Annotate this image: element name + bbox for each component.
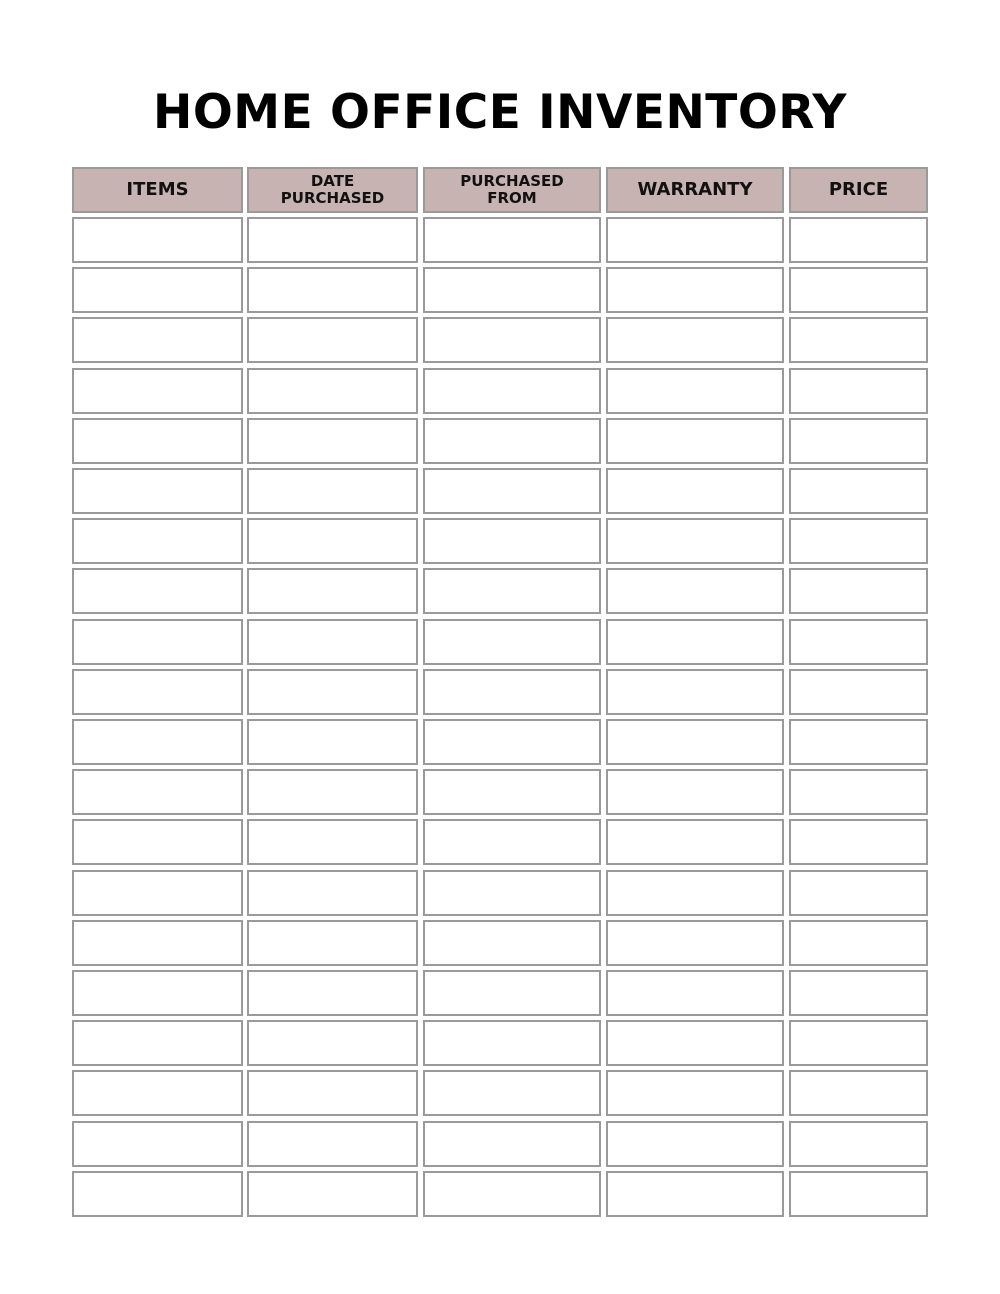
table-cell-date-purchased[interactable]: [247, 368, 418, 414]
page-title: HOME OFFICE INVENTORY: [153, 85, 847, 140]
table-cell-warranty[interactable]: [606, 468, 784, 514]
table-cell-purchased-from[interactable]: [423, 518, 601, 564]
table-cell-date-purchased[interactable]: [247, 1020, 418, 1066]
table-cell-items[interactable]: [72, 769, 243, 815]
table-cell-items[interactable]: [72, 418, 243, 464]
table-cell-items[interactable]: [72, 970, 243, 1016]
table-cell-warranty[interactable]: [606, 1020, 784, 1066]
table-cell-items[interactable]: [72, 920, 243, 966]
table-cell-price[interactable]: [789, 769, 928, 815]
table-cell-purchased-from[interactable]: [423, 1121, 601, 1167]
table-cell-date-purchased[interactable]: [247, 518, 418, 564]
table-cell-purchased-from[interactable]: [423, 819, 601, 865]
table-cell-warranty[interactable]: [606, 669, 784, 715]
table-cell-price[interactable]: [789, 669, 928, 715]
table-cell-date-purchased[interactable]: [247, 1070, 418, 1116]
table-cell-date-purchased[interactable]: [247, 267, 418, 313]
table-cell-warranty[interactable]: [606, 769, 784, 815]
table-cell-warranty[interactable]: [606, 870, 784, 916]
table-cell-price[interactable]: [789, 217, 928, 263]
table-cell-items[interactable]: [72, 468, 243, 514]
table-cell-purchased-from[interactable]: [423, 317, 601, 363]
table-cell-warranty[interactable]: [606, 368, 784, 414]
table-cell-purchased-from[interactable]: [423, 920, 601, 966]
table-cell-price[interactable]: [789, 1171, 928, 1217]
table-cell-date-purchased[interactable]: [247, 970, 418, 1016]
table-cell-price[interactable]: [789, 870, 928, 916]
table-cell-items[interactable]: [72, 870, 243, 916]
table-cell-price[interactable]: [789, 1070, 928, 1116]
table-cell-warranty[interactable]: [606, 317, 784, 363]
table-cell-items[interactable]: [72, 1070, 243, 1116]
table-cell-items[interactable]: [72, 518, 243, 564]
table-cell-warranty[interactable]: [606, 568, 784, 614]
table-cell-price[interactable]: [789, 267, 928, 313]
table-cell-date-purchased[interactable]: [247, 418, 418, 464]
table-cell-date-purchased[interactable]: [247, 719, 418, 765]
table-cell-items[interactable]: [72, 1121, 243, 1167]
table-cell-date-purchased[interactable]: [247, 1171, 418, 1217]
table-cell-price[interactable]: [789, 317, 928, 363]
table-cell-purchased-from[interactable]: [423, 418, 601, 464]
table-cell-warranty[interactable]: [606, 619, 784, 665]
column-header-date-purchased: DATE PURCHASED: [247, 167, 418, 213]
table-cell-purchased-from[interactable]: [423, 619, 601, 665]
table-cell-items[interactable]: [72, 1171, 243, 1217]
table-cell-date-purchased[interactable]: [247, 870, 418, 916]
table-cell-price[interactable]: [789, 719, 928, 765]
table-cell-warranty[interactable]: [606, 1171, 784, 1217]
table-cell-purchased-from[interactable]: [423, 1171, 601, 1217]
table-cell-date-purchased[interactable]: [247, 317, 418, 363]
table-cell-purchased-from[interactable]: [423, 669, 601, 715]
table-cell-purchased-from[interactable]: [423, 368, 601, 414]
table-cell-purchased-from[interactable]: [423, 217, 601, 263]
table-cell-warranty[interactable]: [606, 267, 784, 313]
table-cell-price[interactable]: [789, 819, 928, 865]
table-cell-items[interactable]: [72, 267, 243, 313]
table-cell-items[interactable]: [72, 719, 243, 765]
table-cell-date-purchased[interactable]: [247, 669, 418, 715]
table-cell-price[interactable]: [789, 568, 928, 614]
table-cell-price[interactable]: [789, 418, 928, 464]
table-cell-purchased-from[interactable]: [423, 468, 601, 514]
table-cell-date-purchased[interactable]: [247, 1121, 418, 1167]
table-cell-items[interactable]: [72, 568, 243, 614]
table-cell-date-purchased[interactable]: [247, 217, 418, 263]
table-cell-price[interactable]: [789, 368, 928, 414]
column-header-price: PRICE: [789, 167, 928, 213]
table-cell-purchased-from[interactable]: [423, 769, 601, 815]
table-cell-purchased-from[interactable]: [423, 1070, 601, 1116]
table-cell-items[interactable]: [72, 317, 243, 363]
column-header-purchased-from: PURCHASED FROM: [423, 167, 601, 213]
table-cell-warranty[interactable]: [606, 217, 784, 263]
table-cell-date-purchased[interactable]: [247, 568, 418, 614]
column-header-items: ITEMS: [72, 167, 243, 213]
table-cell-warranty[interactable]: [606, 819, 784, 865]
table-cell-price[interactable]: [789, 970, 928, 1016]
table-cell-warranty[interactable]: [606, 719, 784, 765]
table-cell-date-purchased[interactable]: [247, 468, 418, 514]
table-cell-warranty[interactable]: [606, 518, 784, 564]
table-cell-purchased-from[interactable]: [423, 267, 601, 313]
table-cell-purchased-from[interactable]: [423, 719, 601, 765]
table-cell-warranty[interactable]: [606, 1070, 784, 1116]
table-cell-purchased-from[interactable]: [423, 970, 601, 1016]
table-cell-warranty[interactable]: [606, 1121, 784, 1167]
table-cell-price[interactable]: [789, 1121, 928, 1167]
table-cell-items[interactable]: [72, 619, 243, 665]
table-cell-price[interactable]: [789, 920, 928, 966]
table-cell-warranty[interactable]: [606, 970, 784, 1016]
table-cell-items[interactable]: [72, 217, 243, 263]
table-cell-price[interactable]: [789, 518, 928, 564]
table-cell-purchased-from[interactable]: [423, 568, 601, 614]
table-cell-price[interactable]: [789, 619, 928, 665]
table-cell-items[interactable]: [72, 1020, 243, 1066]
table-cell-price[interactable]: [789, 1020, 928, 1066]
table-cell-date-purchased[interactable]: [247, 619, 418, 665]
table-cell-purchased-from[interactable]: [423, 1020, 601, 1066]
table-cell-purchased-from[interactable]: [423, 870, 601, 916]
table-cell-date-purchased[interactable]: [247, 819, 418, 865]
table-cell-date-purchased[interactable]: [247, 920, 418, 966]
table-cell-items[interactable]: [72, 819, 243, 865]
table-cell-warranty[interactable]: [606, 418, 784, 464]
column-header-warranty: WARRANTY: [606, 167, 784, 213]
table-cell-price[interactable]: [789, 468, 928, 514]
table-cell-items[interactable]: [72, 368, 243, 414]
table-cell-date-purchased[interactable]: [247, 769, 418, 815]
table-cell-warranty[interactable]: [606, 920, 784, 966]
table-cell-items[interactable]: [72, 669, 243, 715]
